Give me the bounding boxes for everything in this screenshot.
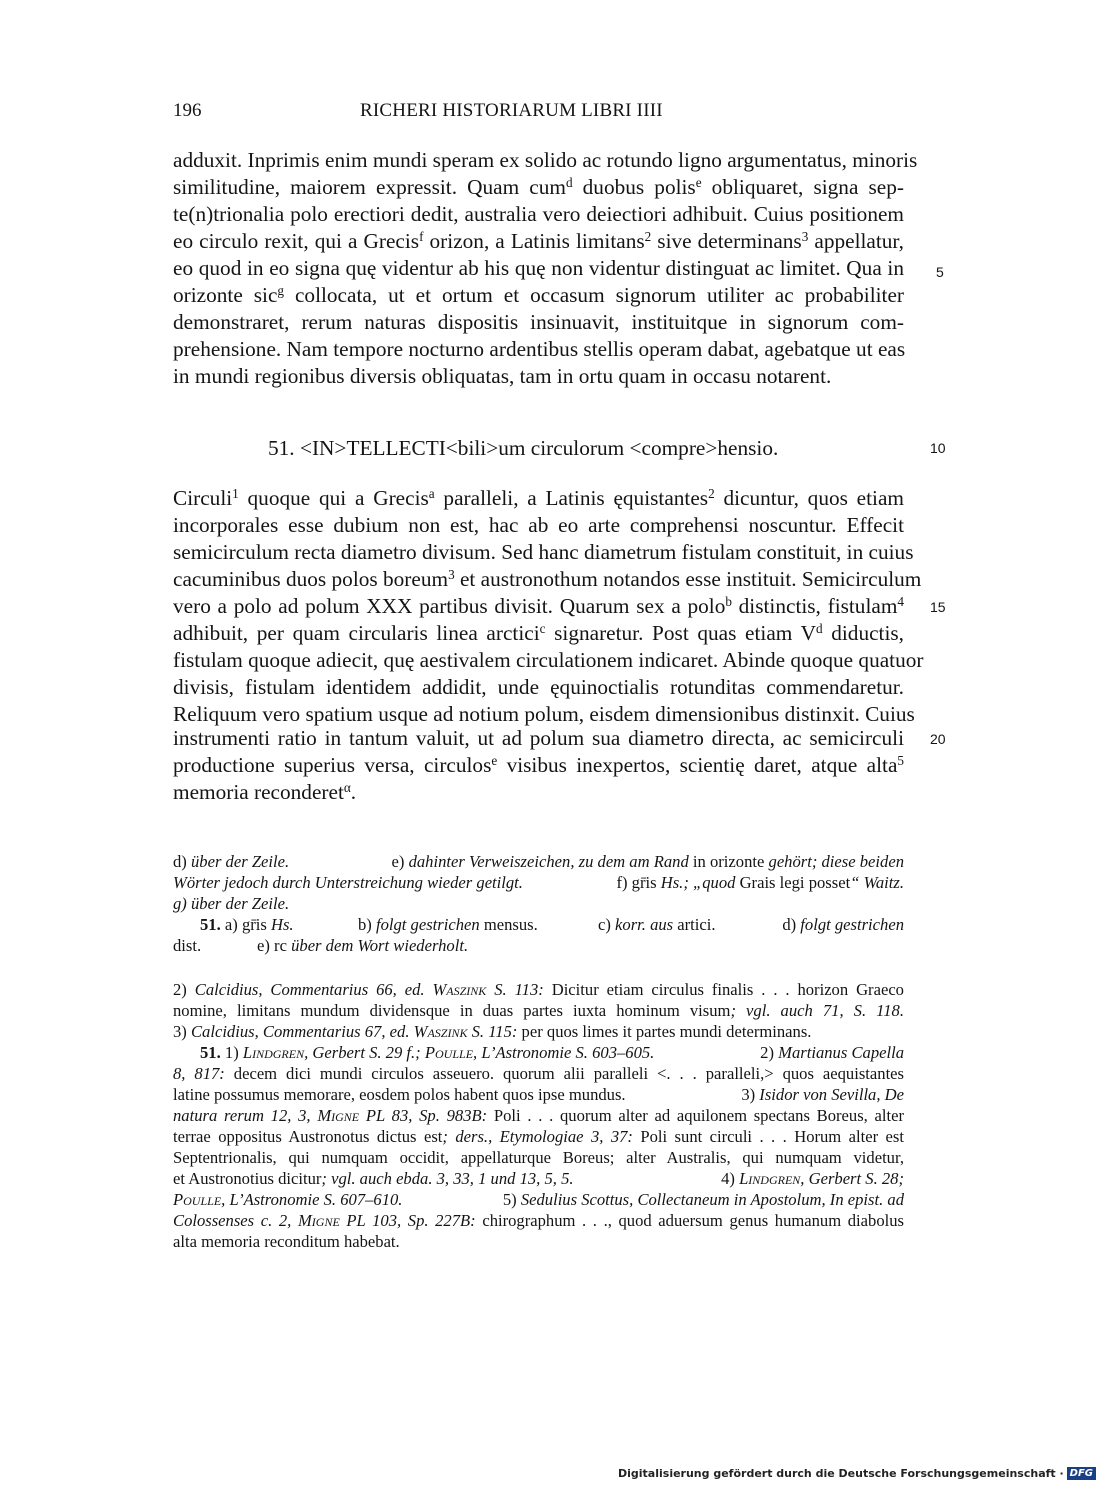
line-number: 15 (930, 599, 946, 615)
line-number: 20 (930, 731, 946, 747)
funding-footer (618, 1464, 1096, 1484)
text-line: divisis, fistulam identidem addidit, unde ęquinoctialis rotunditas commendaretur. (173, 675, 904, 699)
apparatus-note: 51. a) gr̄is Hs. (200, 915, 294, 934)
apparatus-note: d) folgt gestrichen (782, 915, 904, 934)
apparatus-note: f) gr̄is Hs.; „quod Grais legi posset“ Waitz. (616, 873, 904, 892)
commentary-line: latine possumus memorare, eosdem polos habent quos ipse mundus. (173, 1085, 626, 1104)
running-title: RICHERI HISTORIARUM LIBRI IIII (360, 100, 663, 121)
text-line: cacuminibus duos polos boreum$^3$ et austronothum notandos esse instituit. Semicirculum (173, 566, 922, 591)
text-line: vero a polo ad polum XXX partibus divisit. Quarum sex a polo$^b$ distinctis, fistulam$^4$ (173, 593, 904, 618)
text-line: eo circulo rexit, qui a Grecis$^f$ orizon, a Latinis limitans$^2$ sive determinans$^3$ appellatur, (173, 228, 904, 253)
text-line: incorporales esse dubium non est, hac ab eo arte comprehensi noscuntur. Effecit (173, 513, 904, 537)
text-line: prehensione. Nam tempore nocturno ardentibus stellis operam dabat, agebatque ut eas (173, 337, 906, 361)
text-line: memoria reconderet$^\alpha$. (173, 779, 357, 804)
text-line: eo quod in eo signa quę videntur ab his quę non videntur distinguat ac limitet. Qua in (173, 256, 904, 280)
text-line: Circuli$^1$ quoque qui a Grecis$^a$ paralleli, a Latinis ęquistantes$^2$ dicuntur, quos etiam (173, 485, 904, 510)
funding-text: Digitalisierung gefördert durch die Deutsche Forschungsgemeinschaft · (618, 1466, 1064, 1480)
apparatus-note: e) dahinter Verweiszeichen, zu dem am Rand in orizonte gehört; diese beiden (391, 852, 904, 871)
commentary-line: Colossenses c. 2, Migne PL 103, Sp. 227B: chirographum . . ., quod aduersum genus humanum diabolus (173, 1211, 904, 1230)
text-line: in mundi regionibus diversis obliquatas, tam in ortu quam in occasu notarent. (173, 364, 832, 388)
commentary-line: 3) Isidor von Sevilla, De (741, 1085, 904, 1104)
text-line: semicirculum recta diametro divisum. Sed hanc diametrum fistulam constituit, in cuius (173, 540, 914, 564)
apparatus-note: g) über der Zeile. (173, 894, 290, 913)
commentary-line: Septentrionalis, qui numquam occidit, appellaturque Boreus; alter Australis, qui numquam videtur, (173, 1148, 904, 1167)
text-line: adhibuit, per quam circularis linea arctici$^c$ signaretur. Post quas etiam $V^d$ diductis, (173, 620, 904, 645)
commentary-line: 51. 1) Lindgren, Gerbert S. 29 f.; Poulle, L’Astronomie S. 603–605. (200, 1043, 655, 1062)
apparatus-note: b) folgt gestrichen mensus. (358, 915, 538, 934)
chapter-heading: 51. <IN>TELLECTI<bili>um circulorum <compre>hensio. (268, 436, 779, 460)
commentary-line: terrae oppositus Austronotus dictus est; ders., Etymologiae 3, 37: Poli sunt circuli . . . Horum alter est (173, 1127, 904, 1146)
commentary-line: 5) Sedulius Scottus, Collectaneum in Apostolum, In epist. ad (502, 1190, 904, 1209)
commentary-line: 2) Calcidius, Commentarius 66, ed. Waszink S. 113: Dicitur etiam circulus finalis . . . horizon Graeco (173, 980, 904, 999)
commentary-line: 3) Calcidius, Commentarius 67, ed. Waszink S. 115: per quos limes it partes mundi determinans. (173, 1022, 812, 1041)
text-line: orizonte sic$^g$ collocata, ut et ortum et occasum signorum utiliter ac probabiliter (173, 282, 904, 307)
apparatus-note: d) über der Zeile. (173, 852, 290, 871)
text-line: similitudine, maiorem expressit. Quam cum$^d$ duobus polis$^e$ obliquaret, signa sep- (173, 174, 905, 199)
commentary-line: natura rerum 12, 3, Migne PL 83, Sp. 983B: Poli . . . quorum alter ad aquilonem spectans Boreus, alter (173, 1106, 905, 1125)
apparatus-note: e) rc über dem Wort wiederholt. (257, 936, 469, 955)
apparatus-note: c) korr. aus artici. (598, 915, 716, 934)
apparatus-note: Wörter jedoch durch Unterstreichung wieder getilgt. (173, 873, 523, 892)
commentary-line: 4) Lindgren, Gerbert S. 28; (721, 1169, 904, 1188)
commentary-line: 8, 817: decem dici mundi circulos asseuero. quorum alii paralleli <. . . paralleli,> quos aequistantes (173, 1064, 904, 1083)
page-number: 196 (173, 100, 202, 121)
commentary-line: Poulle, L’Astronomie S. 607–610. (173, 1190, 403, 1209)
text-line: demonstraret, rerum naturas dispositis insinuavit, instituitque in signorum com- (173, 310, 904, 334)
text-line: productione superius versa, circulos$^e$ visibus inexpertos, scientię daret, atque alta$^5$ (173, 752, 904, 777)
commentary-line: et Austronotius dicitur; vgl. auch ebda. 3, 33, 1 und 13, 5, 5. (173, 1169, 574, 1188)
commentary-line: alta memoria reconditum habebat. (173, 1232, 400, 1251)
commentary-line: nomine, limitans mundum dividensque in duas partes iuxta hominum visum; vgl. auch 71, S. 118. (173, 1001, 904, 1020)
dfg-logo: DFG (1067, 1467, 1096, 1480)
text-line: adduxit. Inprimis enim mundi speram ex solido ac rotundo ligno argumentatus, minoris (173, 148, 918, 172)
text-line: te(n)trionalia polo erectiori dedit, australia vero deiectiori adhibuit. Cuius positionem (173, 202, 904, 226)
line-number: 10 (930, 440, 946, 456)
apparatus-note: dist. (173, 936, 202, 955)
text-line: instrumenti ratio in tantum valuit, ut ad polum sua diametro directa, ac semicirculi (173, 726, 904, 750)
text-line: Reliquum vero spatium usque ad notium polum, eisdem dimensionibus distinxit. Cuius (173, 702, 915, 726)
line-number: 5 (936, 264, 944, 280)
commentary-line: 2) Martianus Capella (760, 1043, 904, 1062)
text-line: fistulam quoque adiecit, quę aestivalem circulationem indicaret. Abinde quoque quatuor (173, 648, 924, 672)
